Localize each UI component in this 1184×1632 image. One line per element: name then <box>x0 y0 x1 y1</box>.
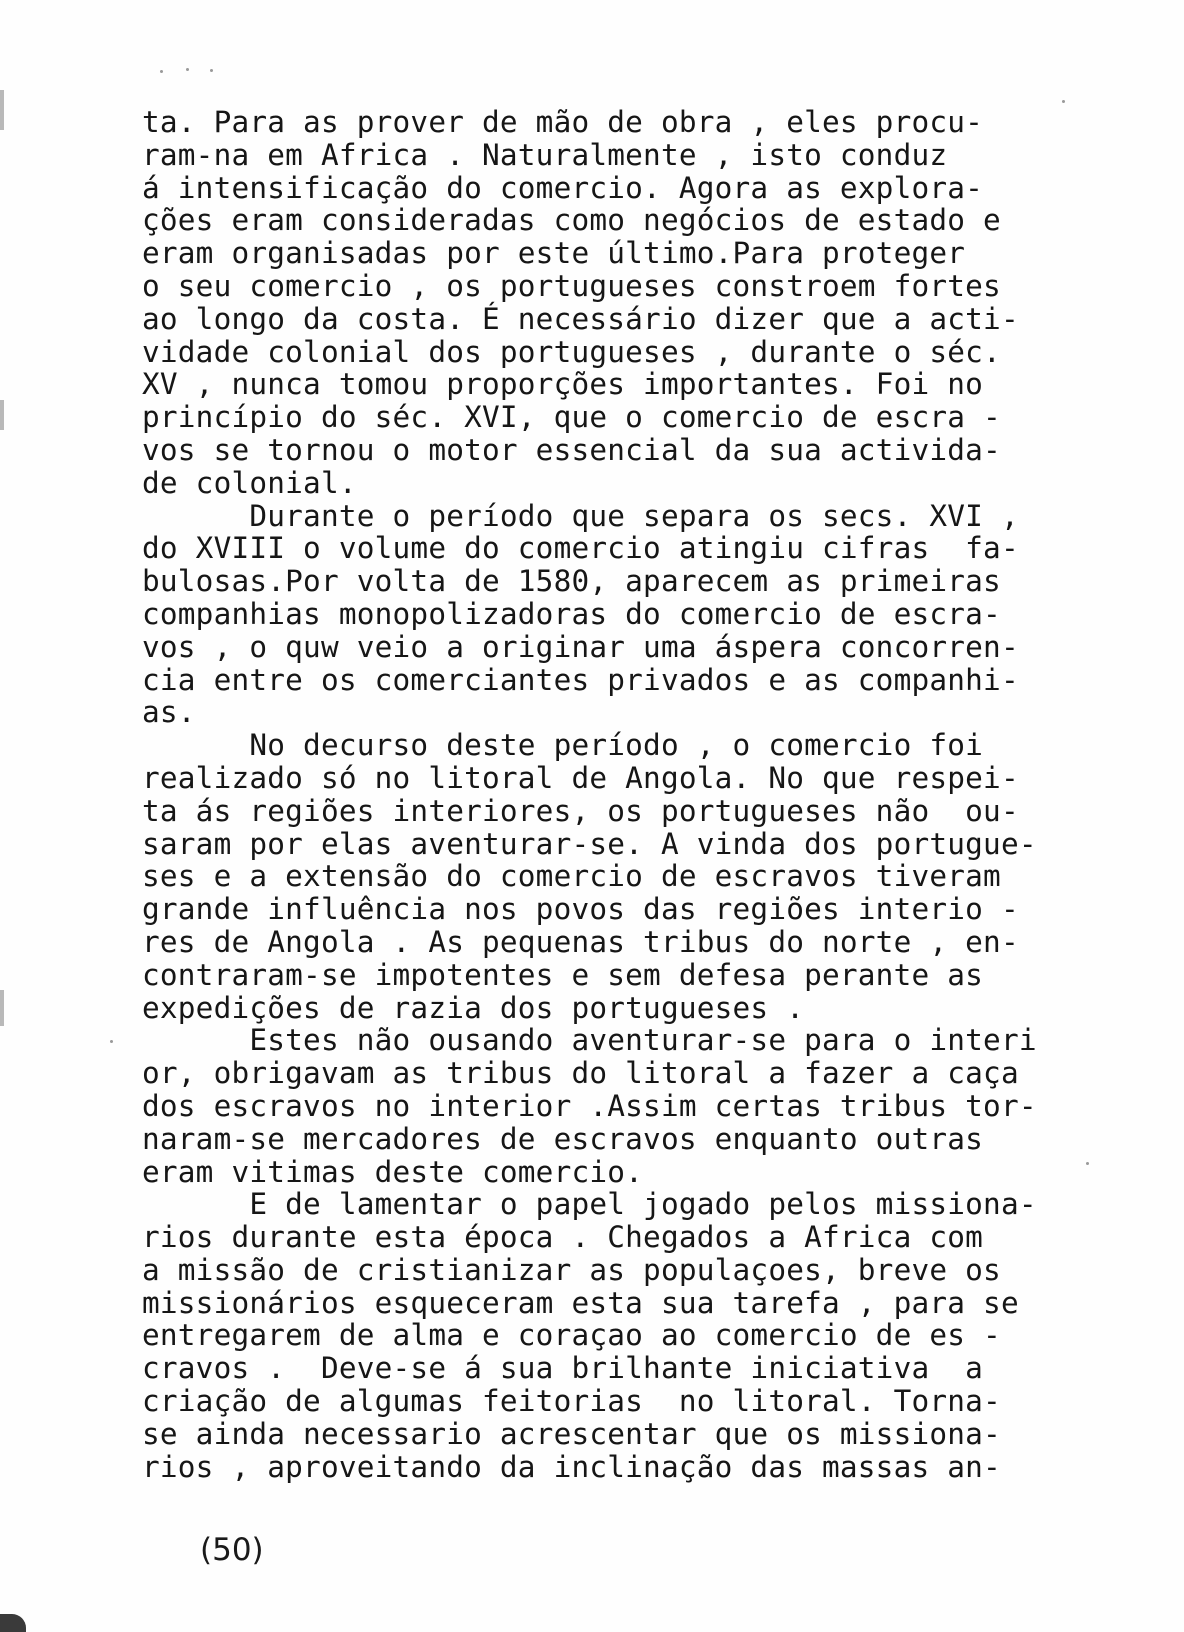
text-line: do XVIII o volume do comercio atingiu cifras fa- <box>142 531 1019 566</box>
text-line: missionários esqueceram esta sua tarefa , para se <box>142 1285 1019 1320</box>
scan-edge-mark <box>0 990 4 1026</box>
text-line: dos escravos no interior .Assim certas tribus tor- <box>142 1088 1037 1123</box>
text-line: ções eram consideradas como negócios de estado e <box>142 203 1001 238</box>
scan-speck <box>210 69 213 72</box>
text-line: Durante o período que separa os secs. XVI , <box>142 498 1019 533</box>
text-line: criação de algumas feitorias no litoral. Torna- <box>142 1384 1001 1419</box>
text-line: princípio do séc. XVI, que o comercio de escra - <box>142 400 1001 435</box>
text-line: realizado só no litoral de Angola. No que respei- <box>142 760 1019 795</box>
scan-speck <box>160 70 163 73</box>
text-line: cravos . Deve-se á sua brilhante iniciativa a <box>142 1351 984 1386</box>
text-line: ram-na em Africa . Naturalmente , isto conduz <box>142 137 948 172</box>
text-line: cia entre os comerciantes privados e as companhi- <box>142 662 1019 697</box>
text-line: saram por elas aventurar-se. A vinda dos portugue- <box>142 826 1037 861</box>
text-line: companhias monopolizadoras do comercio de escra- <box>142 596 1001 631</box>
text-line: vos se tornou o motor essencial da sua activida- <box>142 432 1001 467</box>
text-line: expedições de razia dos portugueses . <box>142 990 805 1025</box>
text-line: naram-se mercadores de escravos enquanto outras <box>142 1121 984 1156</box>
text-line: ta. Para as prover de mão de obra , eles procu- <box>142 105 984 139</box>
text-line: E de lamentar o papel jogado pelos missiona- <box>142 1187 1037 1222</box>
text-line: rios , aproveitando da inclinação das massas an- <box>142 1449 1001 1484</box>
text-line: de colonial. <box>142 465 357 500</box>
text-line: vos , o quw veio a originar uma áspera concorren- <box>142 629 1019 664</box>
text-line: or, obrigavam as tribus do litoral a fazer a caça <box>142 1056 1019 1091</box>
text-line: XV , nunca tomou proporções importantes. Foi no <box>142 367 984 402</box>
text-line: o seu comercio , os portugueses constroem fortes <box>142 268 1001 303</box>
scan-speck <box>186 68 189 71</box>
text-line: rios durante esta época . Chegados a Africa com <box>142 1220 984 1255</box>
scan-speck <box>1086 1162 1089 1165</box>
text-line: vidade colonial dos portugueses , durante o séc. <box>142 334 1001 369</box>
text-line: grande influência nos povos das regiões interio - <box>142 892 1019 927</box>
text-line: se ainda necessario acrescentar que os missiona- <box>142 1416 1001 1451</box>
text-line: a missão de cristianizar as populaçoes, breve os <box>142 1252 1001 1287</box>
text-line: á intensificação do comercio. Agora as explora- <box>142 170 984 205</box>
text-line: ses e a extensão do comercio de escravos tiveram <box>142 859 1001 894</box>
text-line: contraram-se impotentes e sem defesa perante as <box>142 957 984 992</box>
text-line: as. <box>142 695 196 730</box>
scan-speck <box>1062 100 1065 103</box>
text-line: eram vitimas deste comercio. <box>142 1154 644 1189</box>
text-line: entregarem de alma e coraçao ao comercio de es - <box>142 1318 1001 1353</box>
page-number: (50) <box>200 1532 264 1568</box>
text-line: ta ás regiões interiores, os portugueses não ou- <box>142 793 1019 828</box>
text-line: Estes não ousando aventurar-se para o interi <box>142 1023 1037 1058</box>
scan-corner-blot <box>0 1614 26 1632</box>
text-line: ao longo da costa. É necessário dizer que a acti- <box>142 301 1019 336</box>
text-line: bulosas.Por volta de 1580, aparecem as primeiras <box>142 564 1001 599</box>
scan-edge-mark <box>0 400 4 430</box>
text-line: No decurso deste período , o comercio foi <box>142 728 984 763</box>
typewritten-text-block <box>142 106 1142 1483</box>
scan-edge-mark <box>0 90 4 130</box>
text-line: eram organisadas por este último.Para proteger <box>142 236 966 271</box>
text-line: res de Angola . As pequenas tribus do norte , en- <box>142 924 1019 959</box>
scan-speck <box>110 1040 113 1043</box>
